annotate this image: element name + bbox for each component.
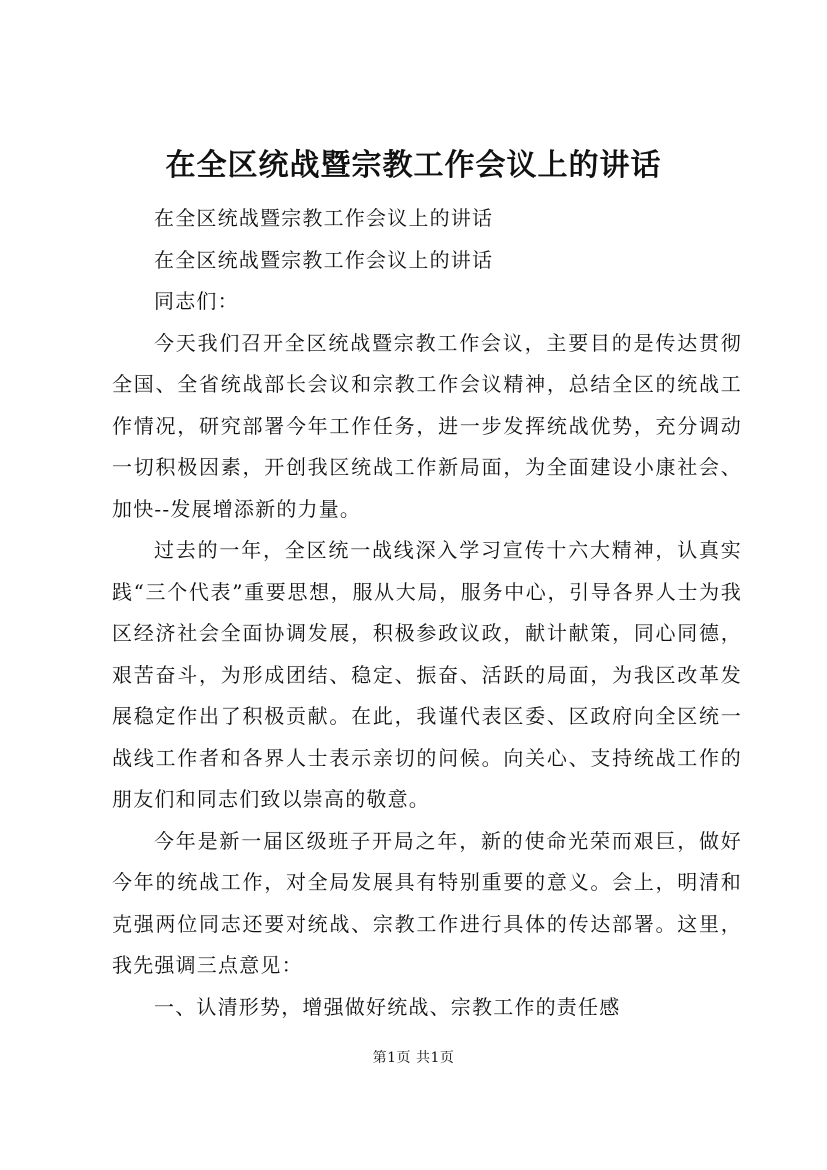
body-paragraph: 今年是新一届区级班子开局之年，新的使命光荣而艰巨，做好今年的统战工作，对全局发展具有特别重要的意义。会上，明清和克强两位同志还要对统战、宗教工作进行具体的传达部署。这里，我先强调三点意见：: [112, 828, 742, 977]
document-body: [112, 198, 742, 1028]
body-paragraph: 过去的一年，全区统一战线深入学习宣传十六大精神，认真实践“三个代表”重要思想，服从大局，服务中心，引导各界人士为我区经济社会全面协调发展，积极参政议政，献计献策，同心同德，艰苦奋斗，为形成团结、稳定、振奋、活跃的局面，为我区改革发展稳定作出了积极贡献。在此，我谨代表区委、区政府向全区统一战线工作者和各界人士表示亲切的问候。向关心、支持统战工作的朋友们和同志们致以崇高的敬意。: [112, 538, 742, 811]
page-number-footer: 第1页 共1页: [372, 1050, 455, 1066]
body-paragraph: 今天我们召开全区统战暨宗教工作会议，主要目的是传达贯彻全国、全省统战部长会议和宗教工作会议精神，总结全区的统战工作情况，研究部署今年工作任务，进一步发挥统战优势，充分调动一切积极因素，开创我区统战工作新局面，为全面建设小康社会、加快--发展增添新的力量。: [112, 330, 742, 521]
subtitle-line: 在全区统战暨宗教工作会议上的讲话: [154, 247, 494, 272]
salutation: 同志们：: [154, 289, 239, 313]
document-title: 在全区统战暨宗教工作会议上的讲话: [165, 148, 662, 183]
section-heading: 一、认清形势，增强做好统战、宗教工作的责任感: [154, 994, 621, 1019]
subtitle-line: 在全区统战暨宗教工作会议上的讲话: [154, 206, 494, 230]
